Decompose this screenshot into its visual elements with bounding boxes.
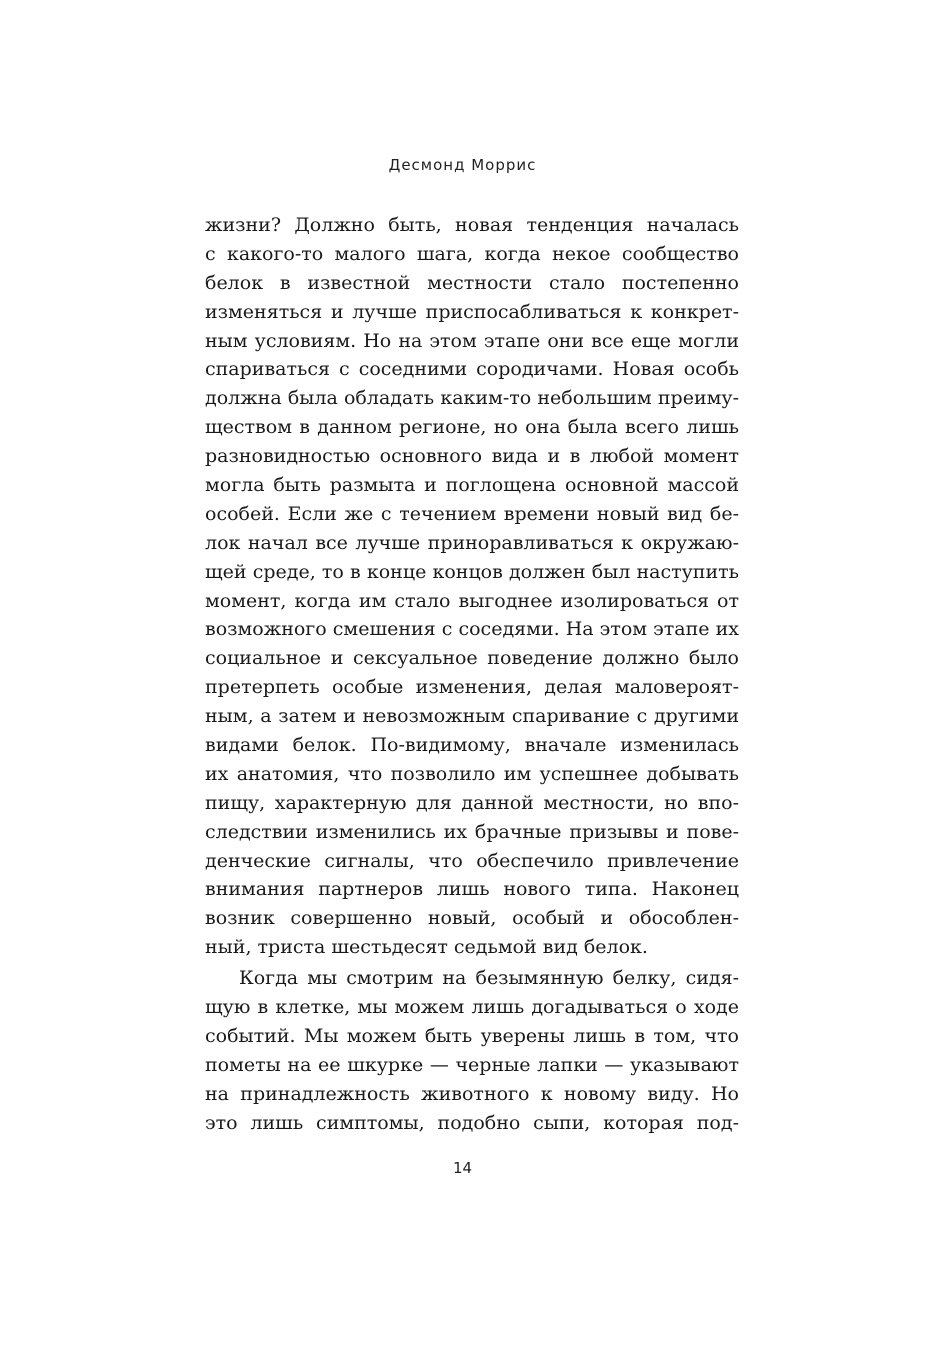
text-line: с какого-то малого шага, когда некое сообщество xyxy=(205,242,739,265)
text-line: белок в известной местности стало постепенно xyxy=(205,271,739,294)
text-line: ществом в данном регионе, но она была всего лишь xyxy=(205,416,739,439)
text-line: следствии изменились их брачные призывы и пове- xyxy=(205,820,739,843)
running-header-author: Десмонд Моррис xyxy=(388,156,537,174)
text-line: социальное и сексуальное поведение должно было xyxy=(205,647,739,670)
text-line: разновидностью основного вида и в любой момент xyxy=(205,445,739,468)
text-line: пометы на ее шкурке — черные лапки — указывают xyxy=(205,1053,739,1076)
text-line: на принадлежность животного к новому виду. Но xyxy=(205,1082,739,1105)
text-line: пищу, характерную для данной местности, но впо- xyxy=(205,791,739,814)
text-line: претерпеть особые изменения, делая маловероят- xyxy=(205,676,739,699)
text-line: видами белок. По-видимому, вначале изменилась xyxy=(205,734,739,757)
text-line: ным, а затем и невозможным спаривание с другими xyxy=(205,705,739,728)
text-line: возможного смешения с соседями. На этом этапе их xyxy=(205,618,739,641)
text-line: Когда мы смотрим на безымянную белку, сидя- xyxy=(239,967,739,990)
text-line: лок начал все лучше приноравливаться к окружаю- xyxy=(205,531,739,554)
text-line: возник совершенно новый, особый и обособлен- xyxy=(205,907,739,930)
text-line: внимания партнеров лишь нового типа. Наконец xyxy=(205,878,739,901)
text-line: денческие сигналы, что обеспечило привлечение xyxy=(205,849,739,872)
paragraph-1 xyxy=(205,211,739,962)
text-line: щую в клетке, мы можем лишь догадываться о ходе xyxy=(205,996,739,1019)
text-line: их анатомия, что позволило им успешнее добывать xyxy=(205,762,739,785)
text-line: могла быть размыта и поглощена основной массой xyxy=(205,474,739,497)
text-line: ный, триста шестьдесят седьмой вид белок. xyxy=(205,936,648,959)
text-line: должна была обладать каким-то небольшим преиму- xyxy=(205,387,739,410)
page-number: 14 xyxy=(452,1159,473,1177)
text-line: событий. Мы можем быть уверены лишь в том, что xyxy=(205,1024,739,1047)
text-line: ным условиям. Но на этом этапе они все еще могли xyxy=(205,329,739,352)
text-line: момент, когда им стало выгоднее изолироваться от xyxy=(205,589,739,612)
text-line: жизни? Должно быть, новая тенденция началась xyxy=(205,214,739,236)
text-line: особей. Если же с течением времени новый вид бе- xyxy=(205,502,739,525)
text-line: спариваться с соседними сородичами. Новая особь xyxy=(205,358,739,381)
text-line: щей среде, то в конце концов должен был наступить xyxy=(205,560,739,583)
paragraph-2 xyxy=(205,964,739,1137)
text-line: изменяться и лучше приспосабливаться к конкрет- xyxy=(205,300,739,323)
body-text xyxy=(205,211,739,1138)
text-line: это лишь симптомы, подобно сыпи, которая под- xyxy=(205,1111,739,1134)
